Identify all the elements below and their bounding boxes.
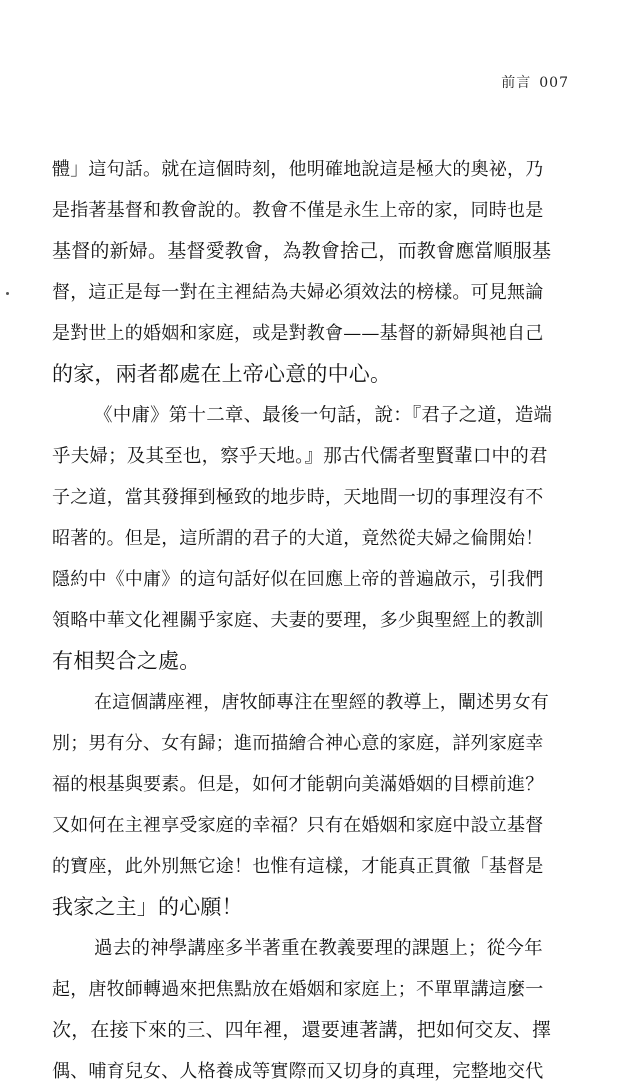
text-line: 隱約中《中庸》的這句話好似在回應上帝的普遍啟示，引我們: [52, 569, 544, 590]
text-line: 領略中華文化裡關乎家庭、夫妻的要理，多少與聖經上的教訓: [52, 610, 544, 631]
text-line: 起，唐牧師轉過來把焦點放在婚姻和家庭上；不單單講這麼一: [52, 979, 544, 1000]
text-line: 的寶座，此外別無它途！也惟有這樣，才能真正貫徹「基督是: [52, 856, 544, 877]
margin-speck: [6, 292, 9, 295]
text-line: 偶、哺育兒女、人格養成等實際而又切身的真理，完整地交代: [52, 1061, 544, 1082]
text-line: 昭著的。但是，這所謂的君子的大道，竟然從夫婦之倫開始！: [52, 528, 544, 549]
section-title: 前言: [501, 75, 532, 91]
text-line: 是對世上的婚姻和家庭，或是對教會——基督的新婦與祂自己: [52, 323, 544, 344]
text-line: 有相契合之處。: [52, 649, 201, 673]
text-line: 在這個講座裡，唐牧師專注在聖經的教導上，闡述男女有: [94, 692, 549, 713]
text-line: 基督的新婦。基督愛教會，為教會捨己，而教會應當順服基: [52, 240, 552, 262]
text-line: 是指著基督和教會說的。教會不僅是永生上帝的家，同時也是: [52, 200, 544, 221]
text-line: 子之道，當其發揮到極致的地步時，天地間一切的事理沒有不: [52, 487, 544, 508]
text-line: 福的根基與要素。但是，如何才能朝向美滿婚姻的目標前進？: [52, 774, 544, 795]
text-line: 又如何在主裡享受家庭的幸福？只有在婚姻和家庭中設立基督: [52, 815, 544, 836]
text-line: 體」這句話。就在這個時刻，他明確地說這是極大的奧祕，乃: [52, 159, 544, 180]
page-number: 007: [539, 75, 569, 91]
body-text: [52, 149, 552, 1092]
text-line: 《中庸》第十二章、最後一句話，說：『君子之道，造端: [94, 405, 553, 426]
text-line: 督，這正是每一對在主裡結為夫婦必須效法的榜樣。可見無論: [52, 282, 544, 303]
text-line: 過去的神學講座多半著重在教義要理的課題上；從今年: [94, 938, 543, 959]
text-line: 次，在接下來的三、四年裡，還要連著講，把如何交友、擇: [52, 1019, 552, 1041]
running-header: [501, 72, 569, 92]
text-line: 乎夫婦；及其至也，察乎天地。』那古代儒者聖賢輩口中的君: [52, 446, 548, 467]
text-line: 別；男有分、女有歸；進而描繪合神心意的家庭，詳列家庭幸: [52, 733, 544, 754]
text-line: 的家，兩者都處在上帝心意的中心。: [52, 362, 392, 386]
text-line: 我家之主」的心願！: [52, 895, 243, 919]
